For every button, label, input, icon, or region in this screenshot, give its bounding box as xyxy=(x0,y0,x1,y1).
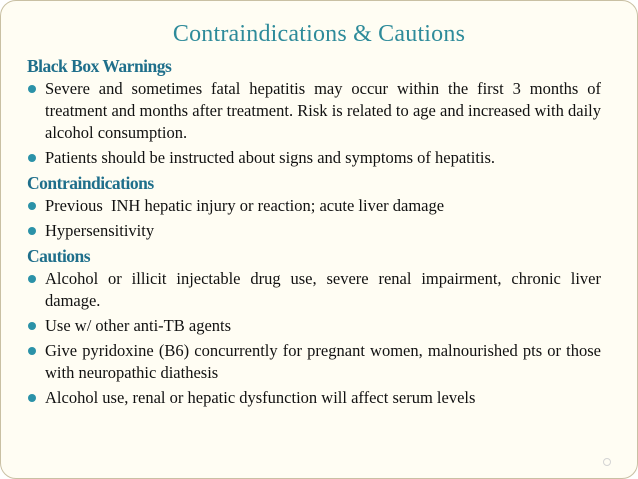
slide-title: Contraindications & Cautions xyxy=(172,21,466,47)
list-item xyxy=(27,340,601,384)
bullet-icon xyxy=(28,202,36,210)
bullet-icon xyxy=(28,275,36,283)
list-item xyxy=(27,147,601,169)
list-item-text: Give pyridoxine (B6) concurrently for pregnant women, malnourished pts or those with neuropathic diathesis xyxy=(45,341,601,382)
page-indicator-icon xyxy=(603,458,611,466)
bullet-icon xyxy=(28,322,36,330)
list-item xyxy=(27,387,601,409)
cautions-list xyxy=(27,268,601,409)
list-item-text: Previous INH hepatic injury or reaction; acute liver damage xyxy=(45,196,445,215)
list-item-text: Alcohol use, renal or hepatic dysfunction will affect serum levels xyxy=(45,388,476,407)
list-item xyxy=(27,220,601,242)
list-item xyxy=(27,78,601,144)
slide-content xyxy=(27,55,601,412)
bullet-icon xyxy=(28,394,36,402)
bullet-icon xyxy=(28,85,36,93)
list-item-text: Severe and sometimes fatal hepatitis may occur within the first 3 months of treatment and months after treatment. Risk is related to age and increased with daily alcohol consumption. xyxy=(45,79,601,142)
section-heading-black-box-warnings: Black Box Warnings xyxy=(27,56,172,76)
black-box-warnings-list xyxy=(27,78,601,169)
list-item-text: Use w/ other anti-TB agents xyxy=(45,316,232,335)
section-heading-contraindications: Contraindications xyxy=(27,173,154,193)
list-item-text: Alcohol or illicit injectable drug use, severe renal impairment, chronic liver damage. xyxy=(45,269,601,310)
contraindications-list xyxy=(27,195,601,242)
list-item xyxy=(27,268,601,312)
bullet-icon xyxy=(28,154,36,162)
bullet-icon xyxy=(28,227,36,235)
list-item-text: Hypersensitivity xyxy=(45,221,155,240)
section-heading-cautions: Cautions xyxy=(27,246,91,266)
list-item xyxy=(27,315,601,337)
bullet-icon xyxy=(28,347,36,355)
list-item-text: Patients should be instructed about signs and symptoms of hepatitis. xyxy=(45,148,496,167)
list-item xyxy=(27,195,601,217)
